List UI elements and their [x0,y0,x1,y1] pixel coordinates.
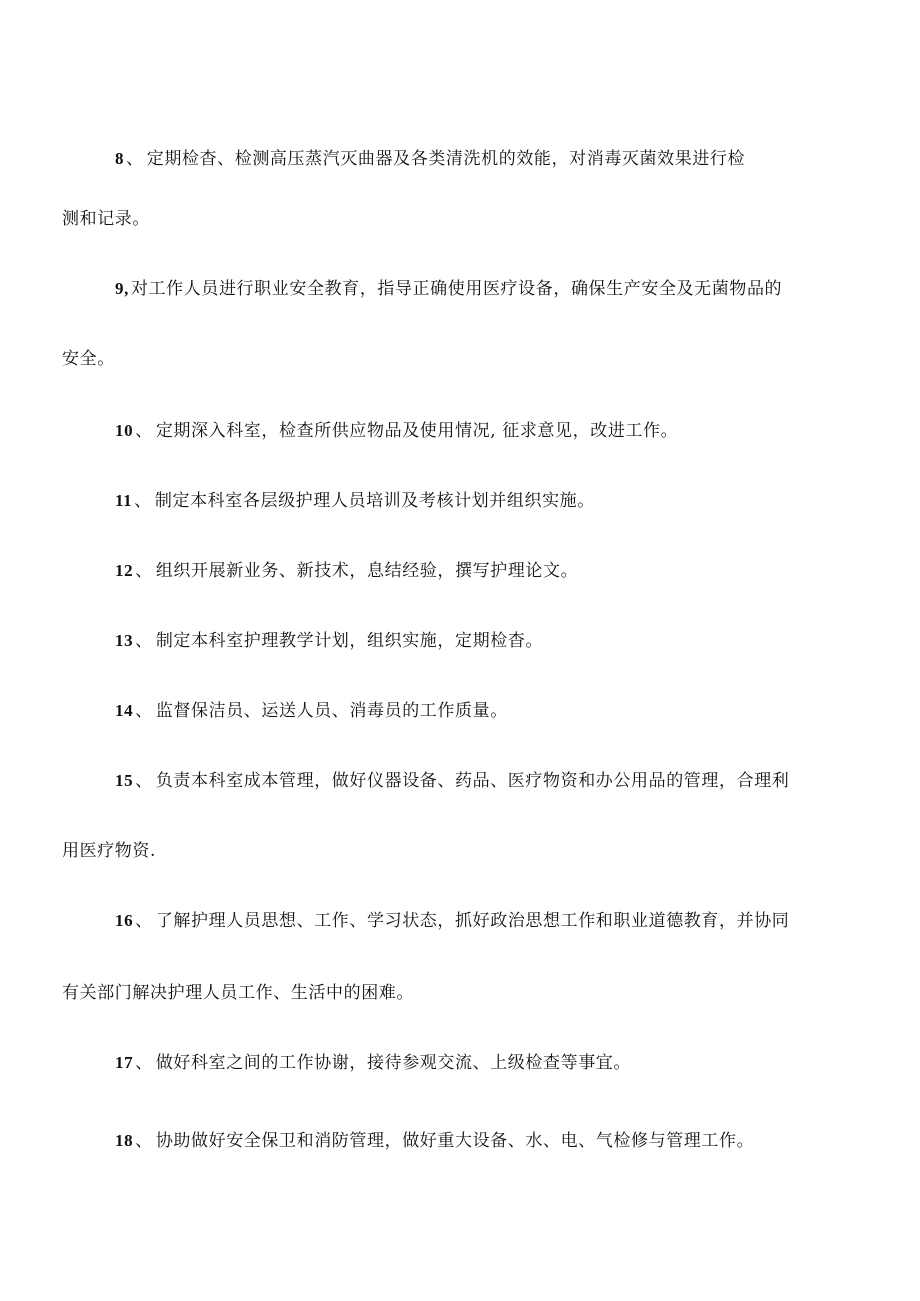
item-text: 定期检杳、检测高压蒸汽灭曲器及各类清洗机的效能，对消毒灭菌效果进行检 [146,149,746,169]
item-separator: 、 [126,149,144,169]
item-text: 制定本科室各层级护理人员培训及考核计划并组织实施。 [154,491,595,511]
item-text: 做好科室之间的工作协谢，接待参观交流、上级检查等事宜。 [155,1053,632,1073]
item-text: 了解护理人员思想、工作、学习状态，抓好政治思想工作和职业道德教育，并协同 [155,911,790,931]
item-number: 15 [115,771,134,790]
list-item-16-continuation: 有关部门解决护理人员工作、生活中的困难。 [62,983,414,1003]
item-separator: 、 [135,421,153,441]
list-item-8 [115,148,745,170]
item-separator: 、 [135,561,153,581]
list-item-12 [115,560,578,582]
list-item-13 [115,630,543,652]
item-number: 9, [115,279,129,298]
list-item-14 [115,700,508,722]
item-number: 8 [115,149,125,168]
item-text: 定期深入科室，检查所供应物品及使用情况, 征求意见，改进工作。 [155,421,679,441]
list-item-16 [115,910,789,932]
item-number: 12 [115,561,134,580]
list-item-10 [115,420,678,442]
item-number: 11 [115,491,133,510]
item-number: 18 [115,1131,134,1150]
item-text: 制定本科室护理教学计划，组织实施，定期检杳。 [155,631,544,651]
list-item-9 [115,278,782,300]
list-item-11 [115,490,595,512]
item-number: 13 [115,631,134,650]
item-separator: 、 [135,771,153,791]
list-item-18 [115,1130,754,1152]
item-separator: 、 [135,631,153,651]
item-number: 14 [115,701,134,720]
item-text: 负责本科室成本管理，做好仪器设备、药品、医疗物资和办公用品的管理，合理利 [155,771,790,791]
list-item-8-continuation: 测和记录。 [62,209,150,229]
item-number: 17 [115,1053,134,1072]
item-number: 16 [115,911,134,930]
item-separator: 、 [135,1131,153,1151]
item-separator: 、 [135,701,153,721]
list-item-9-continuation: 安全。 [62,349,115,369]
item-text: 对工作人员进行职业安全教育，指导正确使用医疗设备，确保生产安全及无菌物品的 [130,279,783,299]
list-item-15 [115,770,789,792]
item-text: 组织开展新业务、新技术，息结经验，撰写护理论文。 [155,561,579,581]
item-separator: 、 [135,1053,153,1073]
list-item-17 [115,1052,631,1074]
list-item-15-continuation: 用医疗物资. [62,841,157,861]
item-separator: 、 [135,911,153,931]
item-text: 监督保洁员、运送人员、消毒员的工作质量。 [155,701,508,721]
item-separator: 、 [134,491,152,511]
item-number: 10 [115,421,134,440]
item-text: 协助做好安全保卫和消防管理，做好重大设备、水、电、气检修与管理工作。 [155,1131,755,1151]
